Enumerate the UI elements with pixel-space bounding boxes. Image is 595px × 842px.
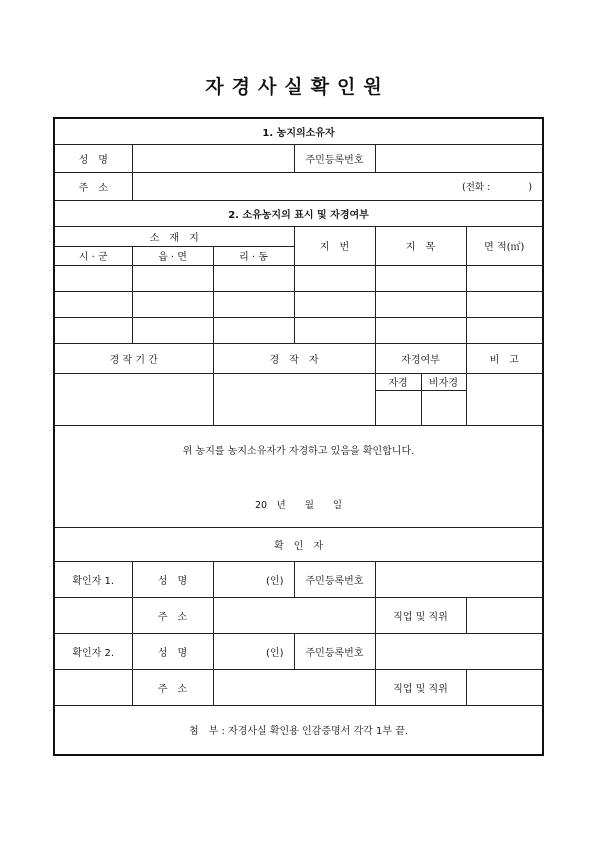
land-row-2-category[interactable] [375,291,466,317]
confirmer1-job-field[interactable] [466,597,543,633]
confirmer2-name-label: 성 명 [132,633,213,669]
land-category-label: 지 목 [375,226,466,265]
location-label: 소 재 지 [54,226,294,246]
land-row-1-category[interactable] [375,265,466,291]
confirmer1-address-label: 주 소 [132,597,213,633]
area-label: 면 적(㎡) [466,226,543,265]
confirmer2-address-field[interactable] [213,669,375,705]
ri-dong-label: 리 · 동 [213,246,294,265]
land-row-2-eup-myeon[interactable] [132,291,213,317]
confirmer1-rrn-label: 주민등록번호 [294,561,375,597]
confirmation-statement: 위 농지를 농지소유자가 자경하고 있음을 확인합니다. [182,445,415,457]
cultivator-field[interactable] [213,373,375,425]
land-row-1-ri-dong[interactable] [213,265,294,291]
confirmation-statement-box [54,425,543,527]
confirmers-heading: 확 인 자 [54,527,543,561]
confirmer1-job-label: 직업 및 직위 [375,597,466,633]
self-cultivation-label: 자경여부 [375,343,466,373]
land-row-1-lot[interactable] [294,265,375,291]
land-row-3-si-gun[interactable] [54,317,132,343]
confirmer2-job-label: 직업 및 직위 [375,669,466,705]
confirmer2-address-label: 주 소 [132,669,213,705]
owner-address-label: 주 소 [54,172,132,200]
confirmer1-name-field[interactable] [213,561,294,597]
land-row-3-eup-myeon[interactable] [132,317,213,343]
confirmer1-rrn-field[interactable] [375,561,543,597]
confirmer1-seal-label: (인) [266,575,284,587]
remarks-label: 비 고 [466,343,543,373]
confirmer1-blank [54,597,132,633]
self-check-field[interactable] [375,390,421,425]
confirmer2-label: 확인자 2. [54,633,132,669]
confirmer2-name-field[interactable] [213,633,294,669]
self-label: 자경 [375,373,421,390]
non-self-label: 비자경 [421,373,466,390]
confirmer2-job-field[interactable] [466,669,543,705]
owner-phone-text: (전화 : ) [462,182,533,193]
land-row-3-ri-dong[interactable] [213,317,294,343]
lot-number-label: 지 번 [294,226,375,265]
confirmer2-blank [54,669,132,705]
eup-myeon-label: 읍 · 면 [132,246,213,265]
confirmer1-label: 확인자 1. [54,561,132,597]
land-row-2-ri-dong[interactable] [213,291,294,317]
non-self-check-field[interactable] [421,390,466,425]
land-row-3-lot[interactable] [294,317,375,343]
document-title: 자경사실확인원 [205,76,390,98]
confirmer1-name-label: 성 명 [132,561,213,597]
cultivation-period-label: 경 작 기 간 [54,343,213,373]
land-row-1-area[interactable] [466,265,543,291]
land-row-2-si-gun[interactable] [54,291,132,317]
attachment-note: 첨 부 : 자경사실 확인용 인감증명서 각각 1부 끝. [54,705,543,755]
land-row-2-area[interactable] [466,291,543,317]
confirmer2-seal-label: (인) [266,647,284,659]
confirmer2-rrn-label: 주민등록번호 [294,633,375,669]
land-row-3-area[interactable] [466,317,543,343]
land-row-1-si-gun[interactable] [54,265,132,291]
owner-name-label: 성 명 [54,144,132,172]
confirmer1-address-field[interactable] [213,597,375,633]
land-row-1-eup-myeon[interactable] [132,265,213,291]
land-row-3-category[interactable] [375,317,466,343]
owner-name-field[interactable] [132,144,294,172]
section1-heading: 1. 농지의소유자 [54,118,543,144]
si-gun-label: 시 · 군 [54,246,132,265]
cultivation-period-field[interactable] [54,373,213,425]
remarks-field[interactable] [466,373,543,425]
confirmation-date: 20 년 월 일 [254,499,343,511]
confirmation-form [53,117,544,756]
section2-heading: 2. 소유농지의 표시 및 자경여부 [54,200,543,226]
owner-rrn-field[interactable] [375,144,543,172]
land-row-2-lot[interactable] [294,291,375,317]
cultivator-label: 경 작 자 [213,343,375,373]
owner-address-field[interactable] [132,172,543,200]
owner-rrn-label: 주민등록번호 [294,144,375,172]
confirmer2-rrn-field[interactable] [375,633,543,669]
